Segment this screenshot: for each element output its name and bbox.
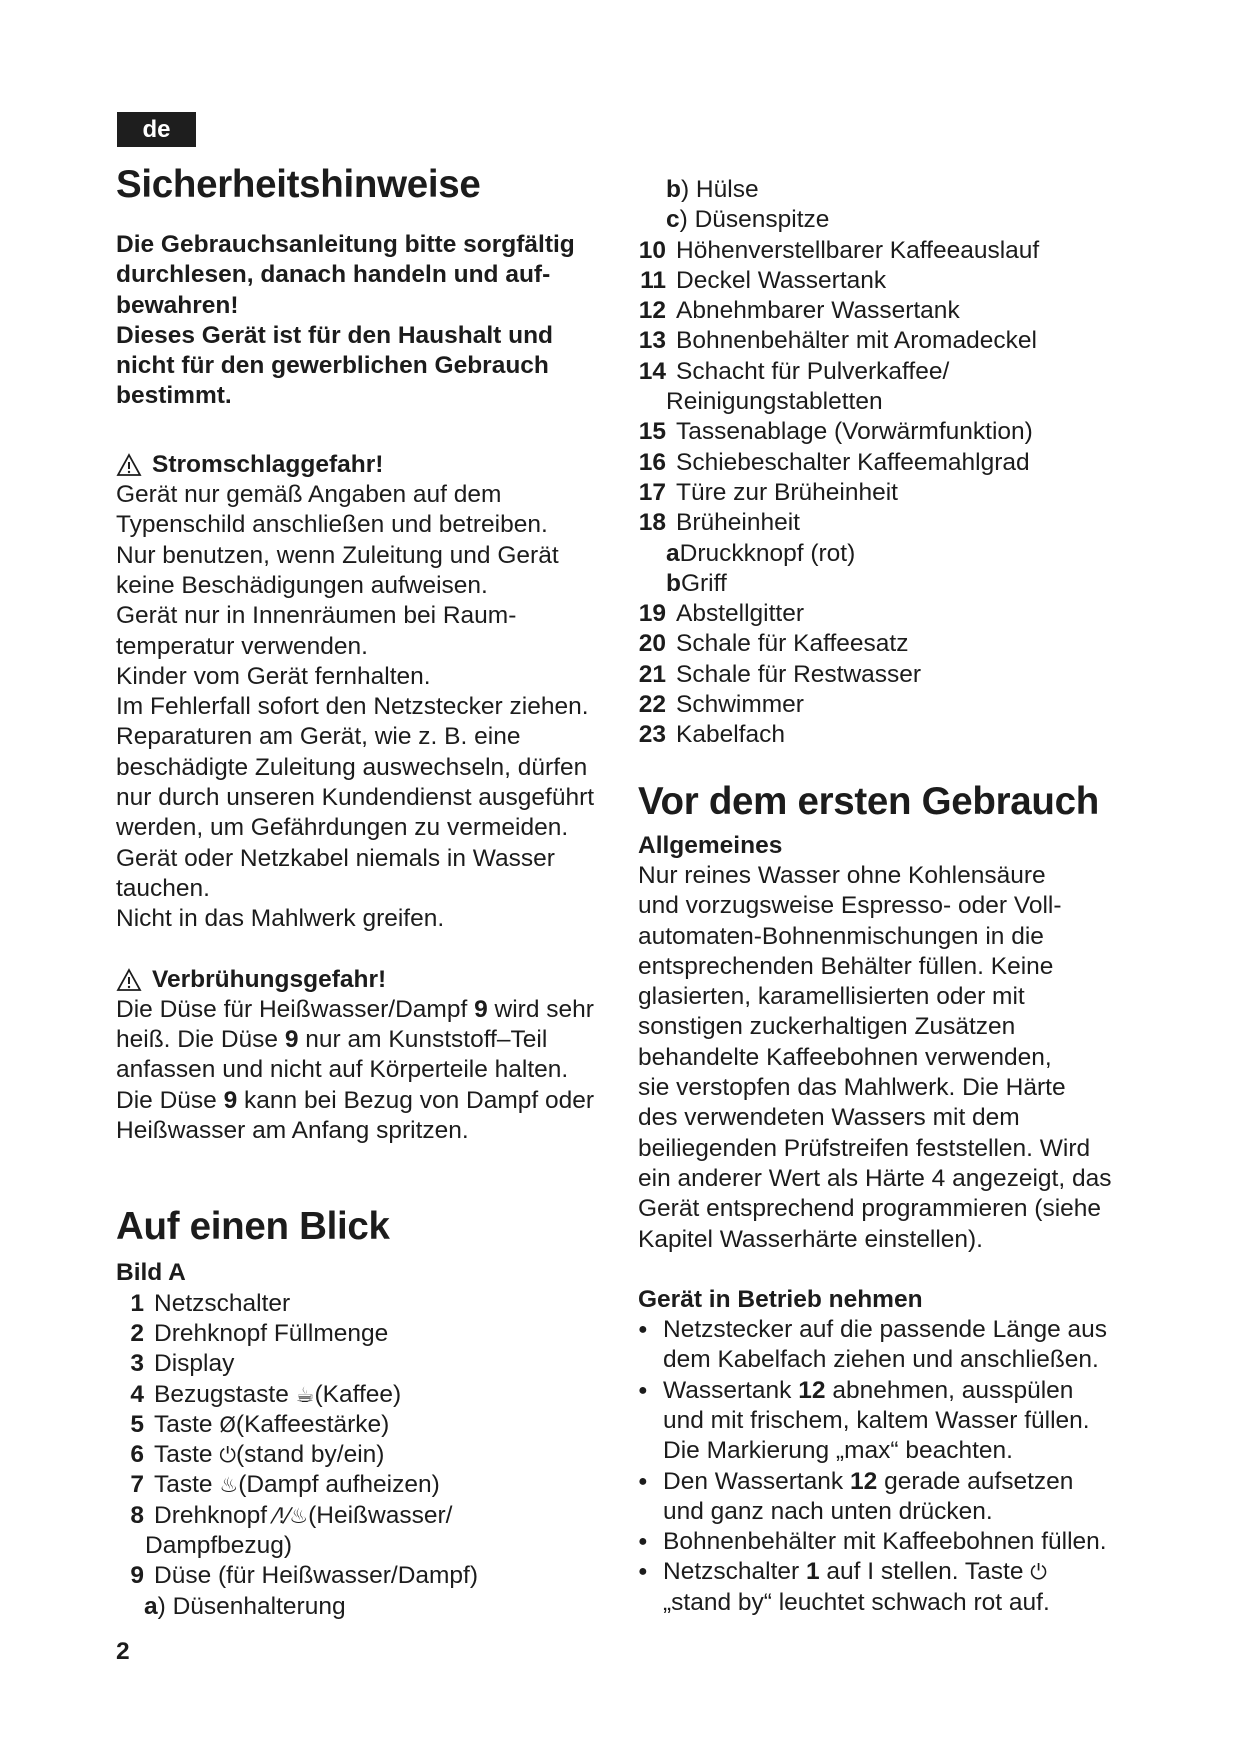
intro-line: Dieses Gerät ist für den Haushalt und	[116, 321, 554, 349]
scald-line: heiß. Die Düse 9 nur am Kunststoff–Teil	[116, 1026, 548, 1054]
list-subitem: b ) Hülse	[666, 176, 759, 203]
bullet-item: ● Wassertank 12 abnehmen, ausspülen und mit frischem, kaltem Wasser füllen. Die Markierung „max“ beachten.	[638, 1376, 1138, 1467]
scald-heading-text: Verbrühungsgefahr!	[152, 965, 387, 993]
bullet-item: ● Bohnenbehälter mit Kaffeebohnen füllen.	[638, 1527, 1138, 1557]
shock-heading-text: Stromschlaggefahr!	[152, 450, 384, 478]
list-item: 20 Schale für Kaffeesatz	[638, 630, 909, 658]
list-item: 21 Schale für Restwasser	[638, 660, 922, 688]
shock-line: Gerät nur in Innenräumen bei Raum-	[116, 602, 517, 630]
warning-triangle-icon	[116, 453, 142, 477]
list-subitem: a ) Düsenhalterung	[144, 1592, 346, 1620]
shock-line: keine Beschädigungen aufweisen.	[116, 571, 488, 599]
list-item: 8 Drehknopf ⁄!⁄♨ (Heißwasser/	[116, 1501, 616, 1531]
shock-line: werden, um Gefährdungen zu vermeiden.	[116, 814, 569, 842]
right-column	[638, 175, 1138, 1618]
power-icon: ⏻	[219, 1443, 236, 1468]
general-line: entsprechenden Behälter füllen. Keine	[638, 952, 1054, 980]
shock-line: beschädigte Zuleitung auswechseln, dürfen	[116, 753, 588, 781]
warning-triangle-icon	[116, 968, 142, 992]
hot-water-steam-icon: ⁄!⁄♨	[273, 1503, 309, 1528]
list-item-continuation: Reinigungstabletten	[666, 388, 883, 416]
page-number: 2	[116, 1638, 130, 1665]
list-item: 13 Bohnenbehälter mit Aromadeckel	[638, 327, 1037, 355]
list-item: 3 Display	[130, 1350, 235, 1378]
intro-line: bestimmt.	[116, 382, 232, 410]
shock-line: Nur benutzen, wenn Zuleitung und Gerät	[116, 541, 559, 569]
glance-title: Auf einen Blick	[116, 1205, 390, 1249]
intro-line: nicht für den gewerblichen Gebrauch	[116, 352, 549, 380]
shock-line: nur durch unseren Kundendienst ausgeführt	[116, 784, 595, 812]
list-item: 4 Bezugstaste ☕ (Kaffee)	[116, 1380, 616, 1410]
list-subitem: a Druckknopf (rot)	[666, 539, 856, 567]
general-line: glasierten, karamellisierten oder mit	[638, 983, 1025, 1011]
shock-line: temperatur verwenden.	[116, 632, 368, 660]
parts-list	[116, 1289, 616, 1622]
general-line: behandelte Kaffeebohnen verwenden,	[638, 1043, 1052, 1071]
list-item: 16 Schiebeschalter Kaffeemahlgrad	[638, 448, 1030, 476]
scald-line: Die Düse 9 kann bei Bezug von Dampf oder	[116, 1086, 595, 1114]
intro-notice	[116, 230, 616, 412]
general-line: des verwendeten Wassers mit dem	[638, 1104, 1020, 1132]
list-item: 17 Türe zur Brüheinheit	[638, 478, 898, 506]
scald-line: Die Düse für Heißwasser/Dampf 9 wird sehr	[116, 995, 594, 1023]
general-line: sonstigen zuckerhaltigen Zusätzen	[638, 1013, 1016, 1041]
scald-line: Heißwasser am Anfang spritzen.	[116, 1117, 469, 1145]
shock-line: Gerät oder Netzkabel niemals in Wasser	[116, 844, 555, 872]
general-line: Nur reines Wasser ohne Kohlensäure	[638, 861, 1046, 889]
general-line: beiliegenden Prüfstreifen feststellen. Wird	[638, 1134, 1091, 1162]
operation-steps	[638, 1315, 1138, 1618]
list-item-continuation: Dampfbezug)	[145, 1531, 293, 1559]
bullet-item: ● Netzschalter 1 auf I stellen. Taste ⏻ „stand by“ leuchtet schwach rot auf.	[638, 1557, 1138, 1618]
intro-line: bewahren!	[116, 291, 239, 319]
list-item: 5 Taste Ø (Kaffeestärke)	[116, 1410, 616, 1440]
intro-line: durchlesen, danach handeln und auf-	[116, 261, 551, 289]
general-line: sie verstopfen das Mahlwerk. Die Härte	[638, 1074, 1066, 1102]
list-item: 7 Taste ♨ (Dampf aufheizen)	[116, 1470, 616, 1500]
general-line: automaten-Bohnenmischungen in die	[638, 922, 1044, 950]
scald-warning-heading	[116, 965, 616, 995]
shock-line: Nicht in das Mahlwerk greifen.	[116, 905, 445, 933]
bullet-item: ● Den Wassertank 12 gerade aufsetzen und ganz nach unten drücken.	[638, 1467, 1138, 1528]
general-line: ein anderer Wert als Härte 4 angezeigt, das	[638, 1164, 1112, 1192]
general-heading: Allgemeines	[638, 831, 783, 859]
shock-line: tauchen.	[116, 874, 210, 902]
figure-label: Bild A	[116, 1259, 186, 1287]
bullet-item: ● Netzstecker auf die passende Länge aus dem Kabelfach ziehen und anschließen.	[638, 1315, 1138, 1376]
list-item: 1 Netzschalter	[130, 1289, 291, 1317]
operation-heading: Gerät in Betrieb nehmen	[638, 1285, 923, 1313]
shock-warning-heading	[116, 450, 616, 480]
list-item: 9 Düse (für Heißwasser/Dampf)	[130, 1562, 479, 1590]
list-subitem: b Griff	[666, 569, 727, 597]
parts-list-continued	[638, 175, 1138, 751]
general-line: Kapitel Wasserhärte einstellen).	[638, 1225, 983, 1253]
list-item: 6 Taste ⏻ (stand by/ein)	[116, 1440, 616, 1470]
intro-line: Die Gebrauchsanleitung bitte sorgfältig	[116, 231, 575, 258]
steam-icon: ♨	[219, 1473, 239, 1498]
power-icon: ⏻	[1030, 1560, 1047, 1585]
list-item: 10 Höhenverstellbarer Kaffeeauslauf	[638, 236, 1040, 264]
safety-title: Sicherheitshinweise	[116, 163, 481, 206]
list-item: 14 Schacht für Pulverkaffee/	[638, 357, 950, 385]
shock-line: Reparaturen am Gerät, wie z. B. eine	[116, 723, 521, 751]
left-column	[116, 160, 616, 1622]
scald-text	[116, 995, 616, 1146]
shock-line: Typenschild anschließen und betreiben.	[116, 511, 548, 539]
list-item: 15 Tassenablage (Vorwärmfunktion)	[638, 418, 1033, 446]
list-item: 2 Drehknopf Füllmenge	[130, 1319, 389, 1347]
list-item: 11 Deckel Wassertank	[640, 266, 887, 294]
general-line: und vorzugsweise Espresso- oder Voll-	[638, 892, 1062, 920]
list-subitem: c ) Düsenspitze	[666, 206, 830, 234]
shock-line: Im Fehlerfall sofort den Netzstecker ziehen.	[116, 693, 589, 721]
scald-line: anfassen und nicht auf Körperteile halten.	[116, 1056, 569, 1084]
list-item: 19 Abstellgitter	[638, 600, 805, 628]
shock-line: Kinder vom Gerät fernhalten.	[116, 662, 431, 690]
shock-line: Gerät nur gemäß Angaben auf dem	[116, 481, 502, 509]
general-line: Gerät entsprechend programmieren (siehe	[638, 1195, 1102, 1223]
list-item: 23 Kabelfach	[638, 721, 785, 749]
shock-text	[116, 480, 616, 934]
first-use-title: Vor dem ersten Gebrauch	[638, 779, 1099, 823]
coffee-strength-icon: Ø	[219, 1412, 236, 1437]
list-item: 18 Brüheinheit	[638, 509, 800, 537]
list-item: 22 Schwimmer	[638, 691, 804, 719]
coffee-cup-icon: ☕	[295, 1382, 315, 1407]
general-text	[638, 861, 1138, 1255]
list-item: 12 Abnehmbarer Wassertank	[638, 297, 960, 325]
language-tag: de	[117, 112, 196, 147]
